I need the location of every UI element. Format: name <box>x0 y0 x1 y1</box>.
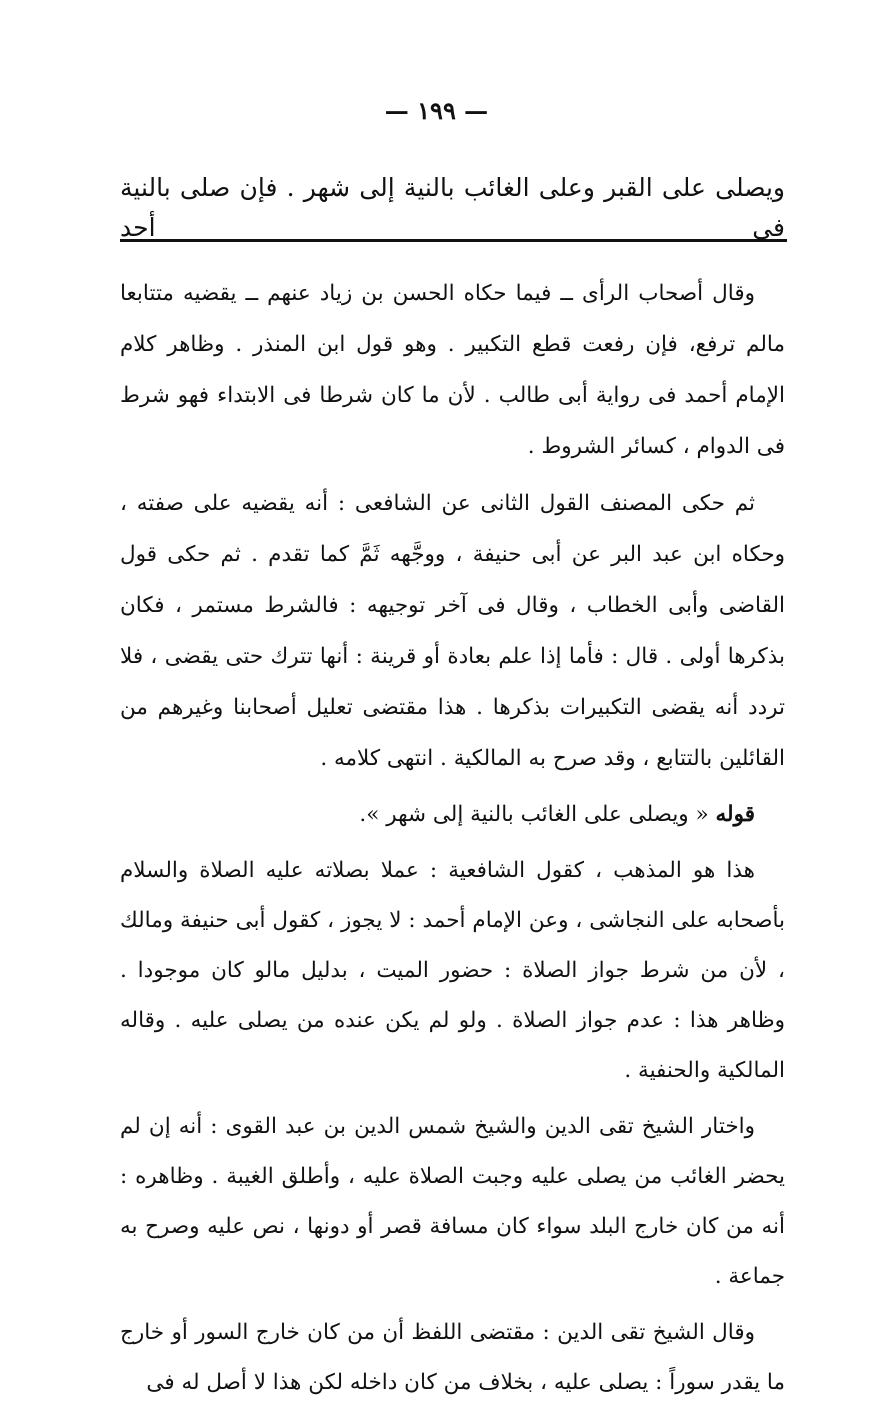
paragraph-madhhab: هذا هو المذهب ، كقول الشافعية : عملا بصلاته عليه الصلاة والسلام بأصحابه على النجاشى ، وعن الإمام أحمد : لا يجوز ، كقول أبى حنيفة ومالك ، لأن من شرط جواز الصلاة : حضور الميت ، بدليل مالو كان موجودا . وظاهر هذا : عدم جواز الصلاة . ولو لم يكن عنده من يصلى عليه . وقاله المالكية والحنفية . <box>120 858 785 1083</box>
paragraph-ashab-al-ray: وقال أصحاب الرأى ــ فيما حكاه الحسن بن زياد عنهم ــ يقضيه متتابعا مالم ترفع، فإن رفعت قطع التكبير . وهو قول ابن المنذر . وظاهر كلام الإمام أحمد فى رواية أبى طالب . لأن ما كان شرطا فى الابتداء فهو شرط فى الدوام ، كسائر الشروط . <box>120 281 785 459</box>
paragraph-ikhtiyar: واختار الشيخ تقى الدين والشيخ شمس الدين بن عبد القوى : أنه إن لم يحضر الغائب من يصلى عليه وجبت الصلاة عليه ، وأطلق الغيبة . وظاهره : أنه من كان خارج البلد سواء كان مسافة قصر أو دونها ، نص عليه وصرح به جماعة . <box>120 1114 785 1289</box>
paragraph-shafii-view: ثم حكى المصنف القول الثانى عن الشافعى : أنه يقضيه على صفته ، وحكاه ابن عبد البر عن أبى حنيفة ، ووجَّهه ثَمَّ كما تقدم . ثم حكى قول القاضى وأبى الخطاب ، وقال فى آخر توجيهه : فالشرط مستمر ، فكان بذكرها أولى . قال : فأما إذا علم بعادة أو قرينة : أنها تترك حتى يقضى ، فلا تردد أنه يقضى التكبيرات بذكرها . هذا مقتضى تعليل أصحابنا وغيرهم من القائلين بالتتابع ، وقد صرح به المالكية . انتهى كلامه . <box>120 491 785 771</box>
qawluhu-quote: « ويصلى على الغائب بالنية إلى شهر ». <box>359 802 709 827</box>
qawluhu-label: قوله <box>715 802 755 827</box>
commentary-body <box>120 268 785 1414</box>
base-text-line: ويصلى على القبر وعلى الغائب بالنية إلى شهر . فإن صلى بالنية فى أحد <box>120 173 785 242</box>
separator-rule <box>120 239 787 242</box>
qawluhu-heading <box>120 790 785 840</box>
paragraph-taqi-al-din: وقال الشيخ تقى الدين : مقتضى اللفظ أن من كان خارج السور أو خارج ما يقدر سوراً : يصلى عليه ، بخلاف من كان داخله لكن هذا لا أصل له فى <box>120 1320 785 1395</box>
page-number: — ١٩٩ — <box>384 96 489 125</box>
